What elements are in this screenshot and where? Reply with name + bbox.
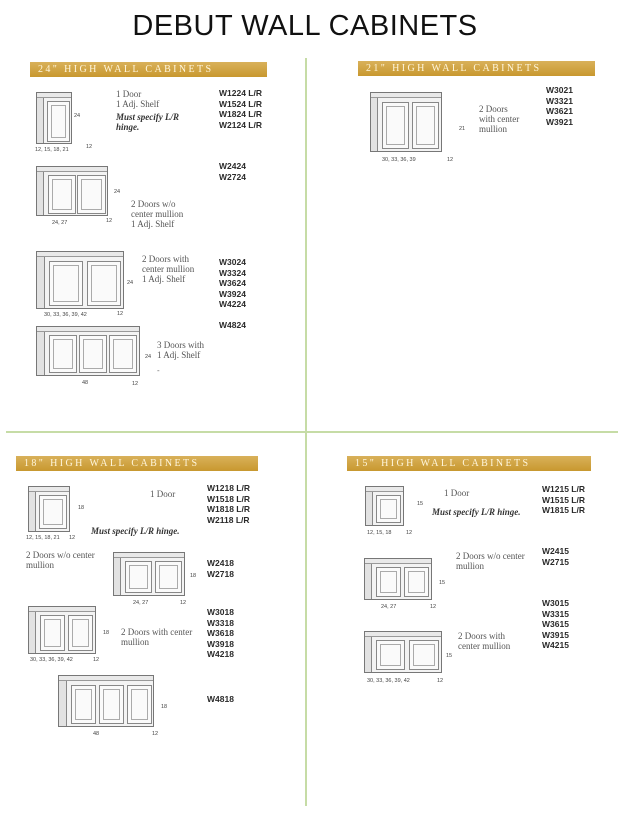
depth-label: 12: [86, 144, 93, 150]
item-description: 2 Doors with center mullion 1 Adj. Shelf: [142, 254, 195, 284]
item-description: 2 Doors with center mullion: [121, 627, 193, 647]
depth-label: 12: [180, 600, 187, 606]
cabinet-w24-two-door-drawing: [36, 166, 108, 216]
width-label: 48: [82, 380, 89, 386]
section-heading-18: 18" HIGH WALL CABINETS: [16, 456, 258, 471]
height-label: 24: [114, 189, 121, 195]
cabinet-w18-three-door-drawing: [58, 675, 154, 727]
section-heading-24: 24" HIGH WALL CABINETS: [30, 62, 267, 77]
height-label: 18: [103, 630, 110, 636]
model-codes: W2415 W2715: [542, 546, 569, 567]
width-label: 30, 33, 36, 39: [382, 157, 416, 163]
model-codes: W1224 L/R W1524 L/R W1824 L/R W2124 L/R: [219, 88, 262, 130]
height-label: 18: [78, 505, 85, 511]
hinge-note: Must specify L/R hinge.: [432, 507, 521, 517]
depth-label: 12: [132, 381, 139, 387]
height-label: 15: [439, 580, 446, 586]
height-label: 24: [127, 280, 134, 286]
width-label: 24, 27: [52, 220, 68, 226]
depth-label: 12: [406, 530, 413, 536]
cabinet-w15-single-door-drawing: [365, 486, 404, 526]
item-description: 1 Door: [150, 489, 176, 499]
height-label: 21: [459, 126, 466, 132]
depth-label: 12: [437, 678, 444, 684]
section-heading-15: 15" HIGH WALL CABINETS: [347, 456, 591, 471]
model-codes: W3021 W3321 W3621 W3921: [546, 85, 573, 127]
width-label: 24, 27: [381, 604, 397, 610]
cabinet-w18-single-door-drawing: [28, 486, 70, 532]
cabinet-w21-two-door-mullion-drawing: [370, 92, 442, 152]
cabinet-w24-single-door-drawing: [36, 92, 72, 144]
depth-label: 12: [152, 731, 159, 737]
model-codes: W1215 L/R W1515 L/R W1815 L/R: [542, 484, 585, 515]
item-description: 2 Doors with center mullion: [458, 631, 511, 651]
height-label: 24: [145, 354, 152, 360]
depth-label: 12: [430, 604, 437, 610]
item-description: 3 Doors with 1 Adj. Shelf: [157, 340, 204, 360]
cabinet-w15-two-door-mullion-drawing: [364, 631, 442, 673]
height-label: 15: [446, 653, 453, 659]
item-description: 2 Doors w/o center mullion 1 Adj. Shelf: [131, 199, 184, 229]
width-label: 30, 33, 36, 39, 42: [44, 312, 87, 318]
model-codes: W4818: [207, 694, 234, 704]
item-description: 2 Doors with center mullion: [479, 104, 520, 134]
item-description: 2 Doors w/o center mullion: [26, 550, 95, 570]
model-codes: W2418 W2718: [207, 558, 234, 579]
item-description: 1 Door: [444, 488, 470, 498]
cabinet-w18-two-door-mullion-drawing: [28, 606, 96, 654]
model-codes: W4824: [219, 320, 246, 330]
model-codes: W1218 L/R W1518 L/R W1818 L/R W2118 L/R: [207, 483, 250, 525]
height-label: 18: [190, 573, 197, 579]
height-label: 15: [417, 501, 424, 507]
section-heading-21: 21" HIGH WALL CABINETS: [358, 61, 595, 76]
model-codes: W3015 W3315 W3615 W3915 W4215: [542, 598, 569, 650]
cabinet-w24-three-door-drawing: [36, 326, 140, 376]
page-title: DEBUT WALL CABINETS: [132, 10, 478, 42]
depth-label: 12: [93, 657, 100, 663]
height-label: 24: [74, 113, 81, 119]
item-description: 2 Doors w/o center mullion: [456, 551, 525, 571]
depth-label: 12: [69, 535, 76, 541]
depth-label: 12: [117, 311, 124, 317]
horizontal-divider: [6, 431, 618, 433]
model-codes: W3024 W3324 W3624 W3924 W4224: [219, 257, 246, 309]
width-label: 12, 15, 18, 21: [35, 147, 69, 153]
item-description: 1 Door 1 Adj. Shelf: [116, 89, 160, 109]
width-label: 12, 15, 18: [367, 530, 392, 536]
height-label: 18: [161, 704, 168, 710]
cabinet-w18-two-door-drawing: [113, 552, 185, 596]
dash-mark: -: [157, 366, 160, 375]
model-codes: W3018 W3318 W3618 W3918 W4218: [207, 607, 234, 659]
depth-label: 12: [106, 218, 113, 224]
width-label: 30, 33, 36, 39, 42: [30, 657, 73, 663]
hinge-note: Must specify L/R hinge.: [91, 526, 180, 536]
depth-label: 12: [447, 157, 454, 163]
width-label: 48: [93, 731, 100, 737]
cabinet-w24-two-door-mullion-drawing: [36, 251, 124, 309]
width-label: 24, 27: [133, 600, 149, 606]
cabinet-w15-two-door-drawing: [364, 558, 432, 600]
width-label: 12, 15, 18, 21: [26, 535, 60, 541]
hinge-note: Must specify L/R hinge.: [116, 112, 179, 132]
width-label: 30, 33, 36, 39, 42: [367, 678, 410, 684]
model-codes: W2424 W2724: [219, 161, 246, 182]
